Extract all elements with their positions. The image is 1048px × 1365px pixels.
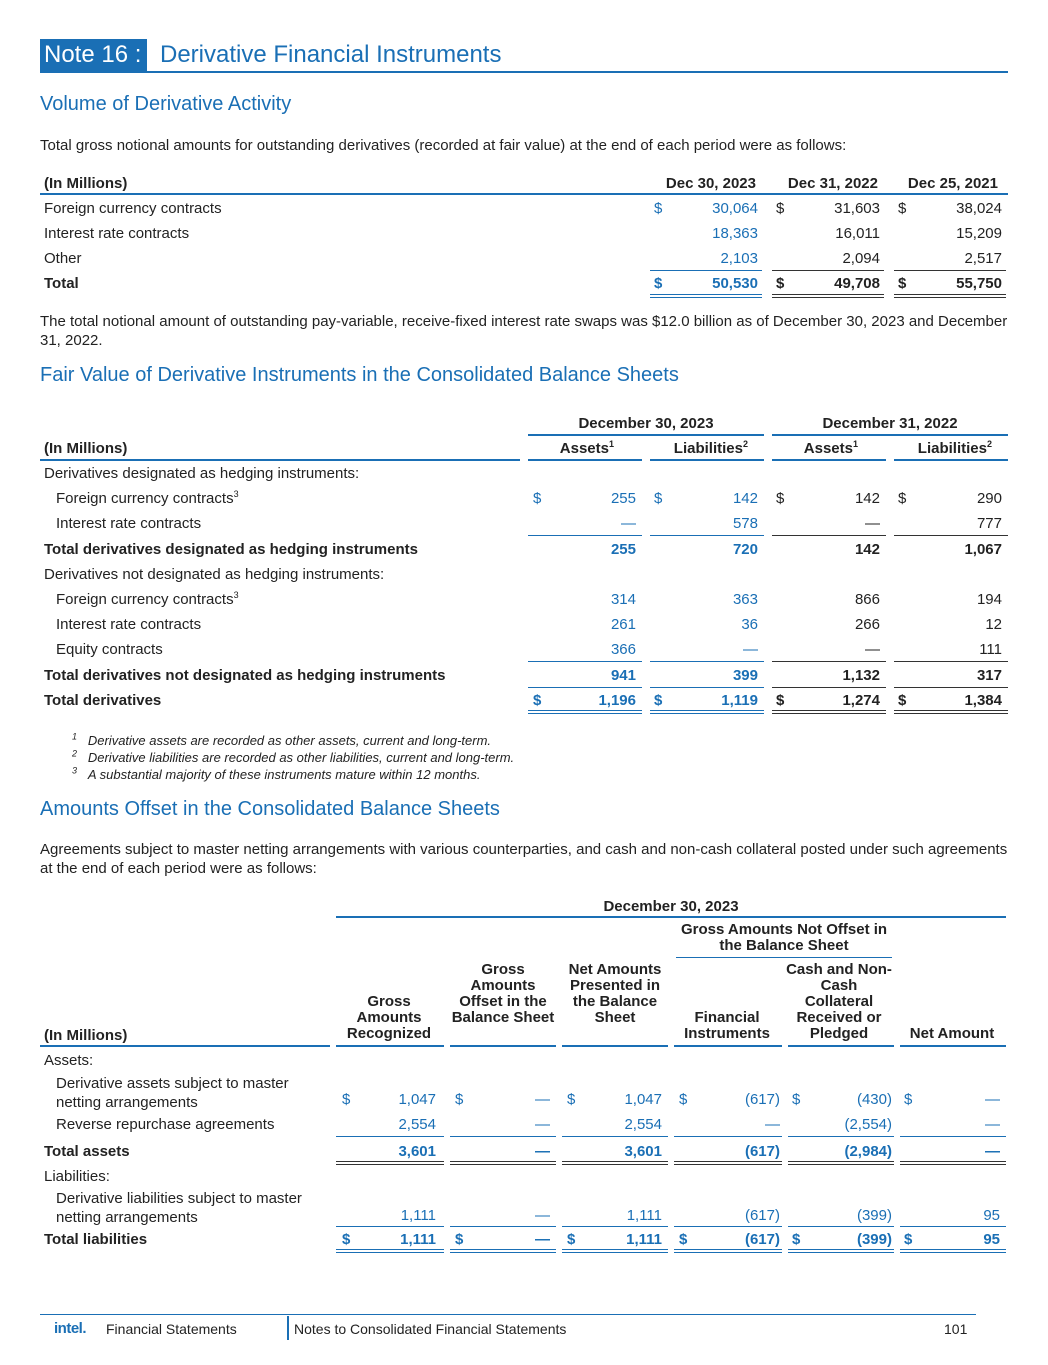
- group-header: December 30, 2023: [603, 898, 739, 915]
- row-label: Liabilities:: [44, 1168, 110, 1185]
- currency-symbol: $: [654, 275, 663, 292]
- cell-value: 36: [741, 616, 758, 633]
- row-label: Reverse repurchase agreements: [56, 1116, 275, 1133]
- currency-symbol: $: [679, 1091, 688, 1108]
- currency-symbol: $: [654, 692, 663, 709]
- currency-symbol: $: [776, 490, 785, 507]
- row-label: Total derivatives designated as hedging instruments: [44, 541, 418, 558]
- column-header: Net Amounts Presented in the Balance Sheet: [568, 961, 662, 1026]
- currency-symbol: $: [342, 1231, 351, 1248]
- currency-symbol: $: [654, 490, 663, 507]
- footnote: $^2$ Derivative liabilities are recorded as other liabilities, current and long-term.: [72, 748, 515, 765]
- column-header: Gross Amounts Offset in the Balance Sheet: [451, 961, 555, 1026]
- cell-value: 194: [976, 591, 1002, 608]
- section-intro: Total gross notional amounts for outstanding derivatives (recorded at fair value) at the end of each period were as follows:: [40, 137, 847, 154]
- cell-value: 38,024: [956, 200, 1002, 217]
- cell-value: (430): [856, 1091, 892, 1108]
- cell-value: —: [743, 641, 758, 658]
- row-label: Total derivatives not designated as hedging instruments: [44, 667, 446, 684]
- cell-value: —: [535, 1143, 550, 1160]
- cell-value: —: [535, 1231, 550, 1248]
- cell-value: 266: [854, 616, 880, 633]
- currency-symbol: $: [654, 200, 663, 217]
- cell-value: 317: [976, 667, 1002, 684]
- currency-symbol: $: [567, 1091, 576, 1108]
- cell-value: —: [621, 515, 636, 532]
- row-label: Derivative liabilities subject to master netting arrangements: [56, 1190, 302, 1226]
- currency-symbol: $: [776, 200, 785, 217]
- cell-value: 255: [610, 541, 636, 558]
- cell-value: —: [985, 1116, 1000, 1133]
- cell-value: 1,111: [626, 1207, 662, 1224]
- column-header-label: (In Millions): [44, 175, 128, 192]
- section-heading-volume: Volume of Derivative Activity: [40, 93, 292, 115]
- section-note: The total notional amount of outstanding pay-variable, receive-fixed interest rate swaps was $12.0 billion as of December 30, 2023 and December 31, 2022.: [40, 313, 1008, 349]
- section-heading-offset: Amounts Offset in the Consolidated Balance Sheets: [40, 798, 500, 820]
- group-header: December 31, 2022: [822, 415, 958, 432]
- row-label: Other: [44, 250, 82, 267]
- cell-value: —: [535, 1116, 550, 1133]
- currency-symbol: $: [898, 490, 907, 507]
- cell-value: —: [865, 515, 880, 532]
- currency-symbol: $: [455, 1231, 464, 1248]
- footer-section: Financial Statements: [106, 1321, 237, 1337]
- cell-value: 255: [610, 490, 636, 507]
- cell-value: 3,601: [624, 1143, 662, 1160]
- row-label: Foreign currency contracts$^3$: [56, 489, 239, 507]
- cell-value: (617): [744, 1231, 780, 1248]
- cell-value: (617): [744, 1091, 780, 1108]
- cell-value: 363: [732, 591, 758, 608]
- page-title: Derivative Financial Instruments: [160, 41, 502, 68]
- column-header: Dec 25, 2021: [907, 175, 998, 192]
- group-header: Gross Amounts Not Offset in the Balance Sheet: [680, 921, 888, 954]
- row-label: Total: [44, 275, 79, 292]
- currency-symbol: $: [904, 1091, 913, 1108]
- column-header: Net Amount: [909, 1025, 995, 1042]
- row-label: Total assets: [44, 1143, 130, 1160]
- cell-value: 142: [732, 490, 758, 507]
- page-number: 101: [944, 1321, 968, 1337]
- cell-value: 95: [983, 1207, 1000, 1224]
- currency-symbol: $: [898, 692, 907, 709]
- footer-separator: [287, 1316, 289, 1340]
- cell-value: —: [985, 1091, 1000, 1108]
- cell-value: —: [985, 1143, 1000, 1160]
- cell-value: 941: [610, 667, 636, 684]
- currency-symbol: $: [898, 200, 907, 217]
- cell-value: 30,064: [712, 200, 758, 217]
- row-label: Interest rate contracts: [56, 515, 202, 532]
- cell-value: 15,209: [956, 225, 1002, 242]
- cell-value: 1,274: [842, 692, 880, 709]
- row-label: Foreign currency contracts: [44, 200, 222, 217]
- cell-value: —: [535, 1091, 550, 1108]
- footer-subsection: Notes to Consolidated Financial Statements: [294, 1321, 567, 1337]
- column-header: Dec 31, 2022: [787, 175, 878, 192]
- footnote: $^3$ A substantial majority of these instruments mature within 12 months.: [72, 765, 481, 782]
- cell-value: —: [865, 641, 880, 658]
- row-label: Assets:: [44, 1052, 94, 1069]
- column-header: Assets$^1$: [803, 439, 858, 457]
- cell-value: 18,363: [712, 225, 758, 242]
- currency-symbol: $: [898, 275, 907, 292]
- cell-value: 578: [732, 515, 758, 532]
- cell-value: 720: [732, 541, 758, 558]
- row-label: Interest rate contracts: [56, 616, 202, 633]
- cell-value: 1,384: [964, 692, 1002, 709]
- cell-value: 142: [854, 541, 880, 558]
- column-header: Cash and Non-Cash Collateral Received or Pledged: [786, 961, 892, 1042]
- currency-symbol: $: [533, 692, 542, 709]
- cell-value: 95: [983, 1231, 1000, 1248]
- note-number: Note 16 :: [40, 39, 147, 71]
- cell-value: (617): [744, 1207, 780, 1224]
- cell-value: 50,530: [712, 275, 758, 292]
- cell-value: (2,554): [844, 1116, 892, 1133]
- footer-divider: [40, 1314, 976, 1315]
- cell-value: 866: [854, 591, 880, 608]
- cell-value: 1,047: [398, 1091, 436, 1108]
- currency-symbol: $: [904, 1231, 913, 1248]
- cell-value: 12: [985, 616, 1002, 633]
- cell-value: 142: [854, 490, 880, 507]
- cell-value: (399): [856, 1207, 892, 1224]
- cell-value: 49,708: [834, 275, 880, 292]
- currency-symbol: $: [776, 692, 785, 709]
- cell-value: 261: [610, 616, 636, 633]
- cell-value: 399: [732, 667, 758, 684]
- cell-value: 314: [610, 591, 636, 608]
- cell-value: 31,603: [834, 200, 880, 217]
- cell-value: 1,047: [624, 1091, 662, 1108]
- row-label: Total derivatives: [44, 692, 162, 709]
- footnote: $^1$ Derivative assets are recorded as other assets, current and long-term.: [72, 731, 492, 748]
- column-header: Dec 30, 2023: [665, 175, 756, 192]
- cell-value: 777: [976, 515, 1002, 532]
- cell-value: 3,601: [398, 1143, 436, 1160]
- currency-symbol: $: [679, 1231, 688, 1248]
- column-header: Assets$^1$: [559, 439, 614, 457]
- row-label: Interest rate contracts: [44, 225, 190, 242]
- cell-value: 2,103: [720, 250, 758, 267]
- cell-value: 1,196: [598, 692, 636, 709]
- column-header: Liabilities$^2$: [917, 439, 992, 457]
- cell-value: 290: [976, 490, 1002, 507]
- currency-symbol: $: [533, 490, 542, 507]
- section-intro: Agreements subject to master netting arrangements with various counterparties, and cash and non-cash collateral posted under such agreements at the end of each period were as follows:: [40, 841, 1008, 877]
- cell-value: 2,554: [398, 1116, 436, 1133]
- cell-value: 2,554: [624, 1116, 662, 1133]
- row-label: Foreign currency contracts$^3$: [56, 590, 239, 608]
- column-header-label: (In Millions): [44, 440, 128, 457]
- cell-value: 55,750: [956, 275, 1002, 292]
- cell-value: 1,119: [721, 692, 758, 709]
- cell-value: —: [765, 1116, 780, 1133]
- column-header: Gross Amounts Recognized: [346, 993, 432, 1042]
- cell-value: 1,132: [842, 667, 880, 684]
- cell-value: 16,011: [835, 225, 880, 242]
- row-label: Equity contracts: [56, 641, 163, 658]
- row-label: Total liabilities: [44, 1231, 148, 1248]
- row-label: Derivatives not designated as hedging instruments:: [44, 566, 385, 583]
- cell-value: (399): [856, 1231, 892, 1248]
- cell-value: 2,094: [842, 250, 880, 267]
- cell-value: 1,111: [626, 1231, 662, 1248]
- currency-symbol: $: [792, 1091, 801, 1108]
- cell-value: (2,984): [844, 1143, 892, 1160]
- cell-value: 1,111: [400, 1231, 436, 1248]
- column-header-label: (In Millions): [44, 1027, 128, 1044]
- section-heading-fair-value: Fair Value of Derivative Instruments in the Consolidated Balance Sheets: [40, 364, 679, 386]
- cell-value: (617): [744, 1143, 780, 1160]
- cell-value: 1,111: [400, 1207, 436, 1224]
- cell-value: 366: [610, 641, 636, 658]
- group-header: December 30, 2023: [578, 415, 714, 432]
- currency-symbol: $: [567, 1231, 576, 1248]
- currency-symbol: $: [342, 1091, 351, 1108]
- currency-symbol: $: [776, 275, 785, 292]
- row-label: Derivatives designated as hedging instruments:: [44, 465, 360, 482]
- cell-value: 2,517: [964, 250, 1002, 267]
- intel-logo: intel.: [54, 1320, 87, 1337]
- cell-value: 1,067: [964, 541, 1002, 558]
- currency-symbol: $: [792, 1231, 801, 1248]
- currency-symbol: $: [455, 1091, 464, 1108]
- cell-value: —: [535, 1207, 550, 1224]
- cell-value: 111: [979, 641, 1002, 658]
- column-header: Financial Instruments: [684, 1009, 770, 1042]
- note-header: [40, 39, 1008, 73]
- row-label: Derivative assets subject to master netting arrangements: [56, 1075, 289, 1111]
- column-header: Liabilities$^2$: [673, 439, 748, 457]
